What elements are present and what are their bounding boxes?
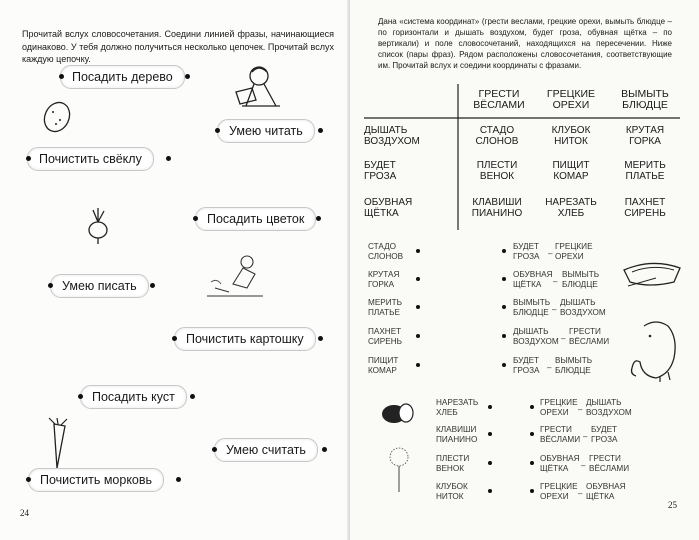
elephant-illustration — [626, 318, 682, 382]
connect-dot[interactable] — [48, 283, 53, 288]
carrot-illustration — [45, 418, 71, 470]
connect-dot[interactable] — [530, 405, 534, 409]
word-item: СТАДО СЛОНОВ — [368, 242, 404, 261]
connect-dot[interactable] — [193, 216, 198, 221]
table-row-header: ДЫШАТЬ ВОЗДУХОМ — [364, 125, 420, 147]
connect-dot[interactable] — [488, 405, 492, 409]
pair-left: ГРЕЦКИЕ ОРЕХИ — [540, 482, 578, 501]
pair-dash: – — [583, 432, 588, 441]
pair-left: ДЫШАТЬ ВОЗДУХОМ — [513, 327, 559, 346]
word-item: КЛАВИШИ ПИАНИНО — [436, 425, 478, 444]
connect-dot[interactable] — [488, 461, 492, 465]
table-cell: КЛАВИШИ ПИАНИНО — [471, 197, 523, 219]
connect-dot[interactable] — [172, 336, 177, 341]
pair-right: ДЫШАТЬ ВОЗДУХОМ — [586, 398, 632, 417]
pair-right: БУДЕТ ГРОЗА — [591, 425, 618, 444]
connect-dot[interactable] — [416, 305, 420, 309]
phrase-pill[interactable]: Почистить картошку — [174, 327, 316, 351]
reading-girl-illustration — [232, 64, 284, 114]
table-cell: СТАДО СЛОНОВ — [475, 125, 519, 147]
table-row-header: БУДЕТ ГРОЗА — [364, 160, 397, 182]
pair-left: ОБУВНАЯ ЩЁТКА — [513, 270, 553, 289]
potato-illustration — [40, 100, 74, 134]
word-item: КРУТАЯ ГОРКА — [368, 270, 400, 289]
phrase-pill[interactable]: Почистить морковь — [28, 468, 164, 492]
pair-dash: – — [561, 334, 566, 343]
phrase-pill[interactable]: Посадить цветок — [195, 207, 316, 231]
pair-left: ГРЕЦКИЕ ОРЕХИ — [540, 398, 578, 417]
pair-left: БУДЕТ ГРОЗА — [513, 356, 540, 375]
connect-dot[interactable] — [502, 305, 506, 309]
connect-dot[interactable] — [26, 477, 31, 482]
pair-right: ДЫШАТЬ ВОЗДУХОМ — [560, 298, 606, 317]
connect-dot[interactable] — [316, 216, 321, 221]
left-page — [0, 0, 349, 540]
connect-dot[interactable] — [502, 334, 506, 338]
table-cell: КРУТАЯ ГОРКА — [625, 125, 665, 147]
connect-dot[interactable] — [416, 334, 420, 338]
phrase-pill[interactable]: Почистить свёклу — [27, 147, 154, 171]
phrase-pill[interactable]: Умею считать — [214, 438, 318, 462]
phrase-pill[interactable]: Посадить дерево — [60, 65, 185, 89]
right-page — [350, 0, 699, 540]
page-number: 24 — [20, 508, 29, 518]
table-cell: МЕРИТЬ ПЛАТЬЕ — [624, 160, 666, 182]
pair-left: ВЫМЫТЬ БЛЮДЦЕ — [513, 298, 551, 317]
pair-dash: – — [547, 363, 552, 372]
page-number: 25 — [668, 500, 677, 510]
table-cell: ПИЩИТ КОМАР — [552, 160, 590, 182]
connect-dot[interactable] — [212, 447, 217, 452]
connect-dot[interactable] — [185, 74, 190, 79]
connect-dot[interactable] — [26, 156, 31, 161]
phrase-pill[interactable]: Умею читать — [217, 119, 315, 143]
connect-dot[interactable] — [416, 363, 420, 367]
word-item: ПИЩИТ КОМАР — [368, 356, 399, 375]
connect-dot[interactable] — [416, 277, 420, 281]
connect-dot[interactable] — [166, 156, 171, 161]
connect-dot[interactable] — [502, 363, 506, 367]
table-col-header: ВЫМЫТЬ БЛЮДЦЕ — [621, 88, 669, 111]
connect-dot[interactable] — [416, 249, 420, 253]
word-item: ПАХНЕТ СИРЕНЬ — [368, 327, 403, 346]
left-instruction: Прочитай вслух словосочетания. Соедини линией фразы, начинающиеся одинаково. У тебя должно получиться несколько цепочек. Прочитай вслух каждую цепочку. — [22, 29, 334, 64]
writing-child-illustration — [203, 252, 267, 304]
connect-dot[interactable] — [502, 277, 506, 281]
phrase-pill[interactable]: Умею писать — [50, 274, 149, 298]
connect-dot[interactable] — [150, 283, 155, 288]
pair-dash: – — [552, 305, 557, 314]
connect-dot[interactable] — [530, 432, 534, 436]
pair-right: ВЫМЫТЬ БЛЮДЦЕ — [562, 270, 600, 289]
connect-dot[interactable] — [322, 447, 327, 452]
connect-dot[interactable] — [190, 394, 195, 399]
pair-dash: – — [548, 249, 553, 258]
connect-dot[interactable] — [488, 489, 492, 493]
word-item: ПЛЕСТИ ВЕНОК — [436, 454, 470, 473]
pair-left: ОБУВНАЯ ЩЁТКА — [540, 454, 580, 473]
connect-dot[interactable] — [318, 336, 323, 341]
table-cell: НАРЕЗАТЬ ХЛЕБ — [545, 197, 597, 219]
table-cell: ПЛЕСТИ ВЕНОК — [476, 160, 518, 182]
table-row-header: ОБУВНАЯ ЩЁТКА — [364, 197, 413, 219]
bread-illustration — [380, 400, 416, 426]
pair-left: БУДЕТ ГРОЗА — [513, 242, 540, 261]
table-cell: ПАХНЕТ СИРЕНЬ — [624, 197, 666, 219]
pair-right: ГРЕСТИ ВЁСЛАМИ — [589, 454, 630, 473]
connect-dot[interactable] — [176, 477, 181, 482]
connect-dot[interactable] — [78, 394, 83, 399]
word-item: НАРЕЗАТЬ ХЛЕБ — [436, 398, 479, 417]
pair-left: ГРЕСТИ ВЁСЛАМИ — [540, 425, 581, 444]
connect-dot[interactable] — [59, 74, 64, 79]
phrase-pill[interactable]: Посадить куст — [80, 385, 187, 409]
table-col-header: ГРЕЦКИЕ ОРЕХИ — [546, 88, 596, 111]
table-col-header: ГРЕСТИ ВЁСЛАМИ — [473, 88, 525, 111]
right-instruction: Дана «система координат» (грести веслами, грецкие орехи, вымыть блюдце – по горизонтали и дышать воздухом, будет гроза, обувная щётка – по вертикали) и поле словосочетаний, находящихся на пересечении. Ниже список (пары фраз). Рядом расположены словосочетания, соответствующие им. Прочитай вслух и соедини координаты с фразами. — [378, 17, 672, 70]
table-cell: КЛУБОК НИТОК — [551, 125, 591, 147]
connect-dot[interactable] — [530, 461, 534, 465]
connect-dot[interactable] — [318, 128, 323, 133]
connect-dot[interactable] — [502, 249, 506, 253]
connect-dot[interactable] — [488, 432, 492, 436]
pair-right: ГРЕСТИ ВЁСЛАМИ — [569, 327, 610, 346]
pair-right: ВЫМЫТЬ БЛЮДЦЕ — [555, 356, 593, 375]
beet-illustration — [85, 208, 111, 244]
connect-dot[interactable] — [530, 489, 534, 493]
word-item: КЛУБОК НИТОК — [436, 482, 468, 501]
word-item: МЕРИТЬ ПЛАТЬЕ — [368, 298, 403, 317]
pair-dash: – — [578, 489, 583, 498]
pair-dash: – — [578, 405, 583, 414]
boat-illustration — [622, 256, 682, 290]
pair-dash: – — [581, 461, 586, 470]
connect-dot[interactable] — [215, 128, 220, 133]
pair-right: ОБУВНАЯ ЩЁТКА — [586, 482, 626, 501]
pair-dash: – — [553, 277, 558, 286]
dandelion-illustration — [386, 446, 412, 492]
pair-right: ГРЕЦКИЕ ОРЕХИ — [555, 242, 593, 261]
